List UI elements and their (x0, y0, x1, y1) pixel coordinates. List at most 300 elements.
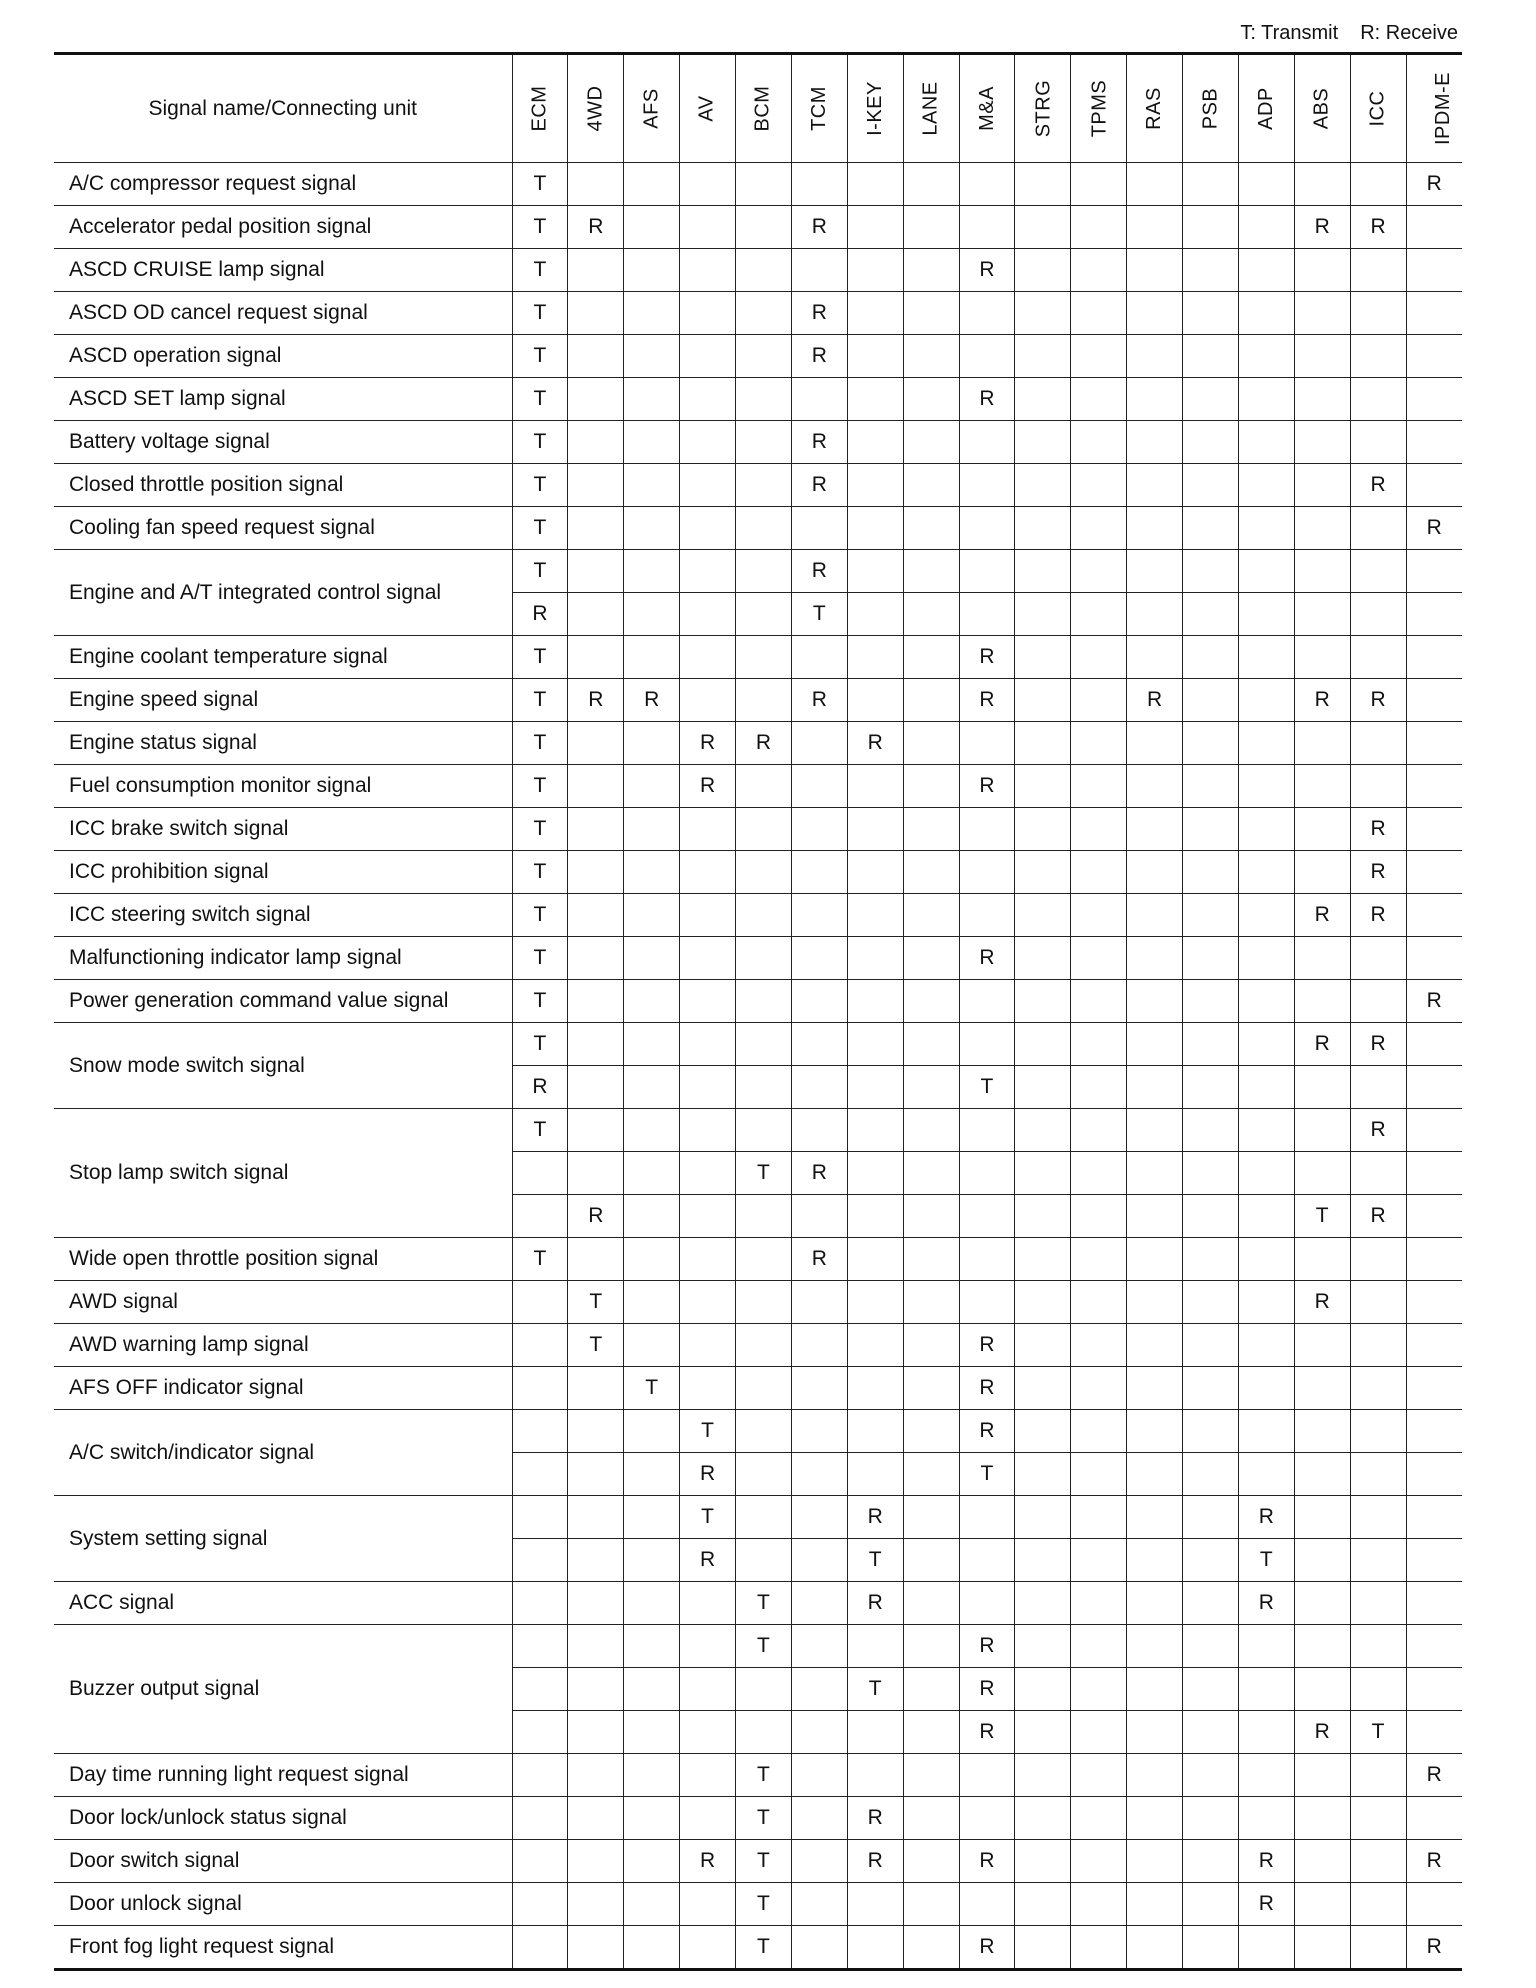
cell-ikey: R (847, 1797, 903, 1840)
cell-ras (1127, 1238, 1183, 1281)
cell-av (680, 937, 736, 980)
cell-ras (1127, 378, 1183, 421)
cell-bcm (736, 1109, 792, 1152)
cell-adp (1238, 1625, 1294, 1668)
cell-psb (1183, 1066, 1239, 1109)
cell-adp (1238, 163, 1294, 206)
cell-abs (1294, 1539, 1350, 1582)
cell-adp (1238, 421, 1294, 464)
cell-4wd (568, 421, 624, 464)
cell-afs (624, 550, 680, 593)
cell-tpms (1071, 1797, 1127, 1840)
cell-abs (1294, 550, 1350, 593)
cell-av (680, 1281, 736, 1324)
cell-ikey: R (847, 1496, 903, 1539)
cell-tcm (791, 808, 847, 851)
cell-afs (624, 421, 680, 464)
cell-tpms (1071, 1926, 1127, 1970)
cell-afs (624, 1066, 680, 1109)
cell-ma (959, 894, 1015, 937)
cell-ecm (512, 1582, 568, 1625)
cell-icc: R (1350, 206, 1406, 249)
cell-ma (959, 206, 1015, 249)
cell-av: T (680, 1410, 736, 1453)
cell-4wd (568, 550, 624, 593)
cell-tcm (791, 1195, 847, 1238)
cell-av (680, 1367, 736, 1410)
cell-icc (1350, 335, 1406, 378)
cell-tcm (791, 249, 847, 292)
cell-lane (903, 765, 959, 808)
cell-ikey (847, 1754, 903, 1797)
header-signal-name: Signal name/Connecting unit (54, 54, 512, 163)
cell-ipdme (1406, 636, 1462, 679)
cell-ecm: T (512, 722, 568, 765)
cell-bcm (736, 1238, 792, 1281)
cell-tpms (1071, 1668, 1127, 1711)
cell-lane (903, 1410, 959, 1453)
cell-ecm: T (512, 1023, 568, 1066)
cell-psb (1183, 1754, 1239, 1797)
cell-ipdme (1406, 1496, 1462, 1539)
cell-4wd (568, 1410, 624, 1453)
cell-tcm: R (791, 335, 847, 378)
cell-av (680, 1109, 736, 1152)
cell-strg (1015, 1453, 1071, 1496)
signal-name: AWD signal (54, 1281, 512, 1324)
cell-av (680, 1797, 736, 1840)
cell-tpms (1071, 636, 1127, 679)
unit-header-afs: AFS (624, 54, 680, 163)
cell-strg (1015, 894, 1071, 937)
cell-tpms (1071, 1539, 1127, 1582)
cell-ras (1127, 206, 1183, 249)
cell-icc (1350, 163, 1406, 206)
cell-ma (959, 507, 1015, 550)
cell-adp: R (1238, 1496, 1294, 1539)
cell-ma (959, 421, 1015, 464)
cell-icc: R (1350, 894, 1406, 937)
cell-psb (1183, 550, 1239, 593)
cell-tcm: R (791, 1238, 847, 1281)
cell-bcm (736, 1195, 792, 1238)
cell-ma (959, 851, 1015, 894)
cell-bcm (736, 464, 792, 507)
cell-av (680, 507, 736, 550)
cell-ras (1127, 808, 1183, 851)
cell-tpms (1071, 464, 1127, 507)
cell-av (680, 593, 736, 636)
cell-ipdme (1406, 1195, 1462, 1238)
table-row (54, 1238, 1462, 1281)
cell-abs (1294, 1367, 1350, 1410)
cell-bcm (736, 636, 792, 679)
cell-bcm (736, 808, 792, 851)
cell-ras (1127, 894, 1183, 937)
cell-lane (903, 1453, 959, 1496)
cell-tpms (1071, 292, 1127, 335)
cell-adp (1238, 636, 1294, 679)
cell-ipdme (1406, 1883, 1462, 1926)
table-row (54, 765, 1462, 808)
cell-psb (1183, 206, 1239, 249)
cell-icc (1350, 1324, 1406, 1367)
signal-name: A/C compressor request signal (54, 163, 512, 206)
cell-bcm: T (736, 1152, 792, 1195)
cell-av (680, 378, 736, 421)
cell-tpms (1071, 1496, 1127, 1539)
cell-bcm (736, 937, 792, 980)
signal-name: Cooling fan speed request signal (54, 507, 512, 550)
cell-ecm: T (512, 808, 568, 851)
cell-strg (1015, 378, 1071, 421)
table-row (54, 1410, 1462, 1453)
cell-icc (1350, 1496, 1406, 1539)
cell-psb (1183, 1152, 1239, 1195)
cell-abs (1294, 1883, 1350, 1926)
cell-psb (1183, 808, 1239, 851)
cell-ecm (512, 1281, 568, 1324)
cell-av (680, 636, 736, 679)
cell-abs (1294, 1066, 1350, 1109)
cell-tcm (791, 1625, 847, 1668)
cell-psb (1183, 1023, 1239, 1066)
cell-tpms (1071, 808, 1127, 851)
cell-4wd: T (568, 1324, 624, 1367)
cell-ma (959, 1754, 1015, 1797)
cell-tcm (791, 1066, 847, 1109)
cell-abs (1294, 1324, 1350, 1367)
cell-ikey (847, 464, 903, 507)
cell-ras (1127, 1367, 1183, 1410)
cell-tcm (791, 1797, 847, 1840)
cell-adp (1238, 1195, 1294, 1238)
cell-lane (903, 1152, 959, 1195)
cell-4wd (568, 1582, 624, 1625)
cell-adp (1238, 722, 1294, 765)
cell-afs (624, 1109, 680, 1152)
cell-tcm (791, 722, 847, 765)
signal-name: A/C switch/indicator signal (54, 1410, 512, 1496)
cell-afs (624, 1195, 680, 1238)
cell-4wd (568, 636, 624, 679)
table-row (54, 937, 1462, 980)
cell-icc (1350, 1539, 1406, 1582)
cell-ipdme: R (1406, 507, 1462, 550)
cell-tpms (1071, 1883, 1127, 1926)
cell-strg (1015, 765, 1071, 808)
cell-strg (1015, 206, 1071, 249)
cell-psb (1183, 1195, 1239, 1238)
cell-abs (1294, 937, 1350, 980)
cell-icc (1350, 507, 1406, 550)
cell-bcm (736, 1496, 792, 1539)
cell-ipdme (1406, 1367, 1462, 1410)
cell-lane (903, 1840, 959, 1883)
legend (1240, 22, 1458, 45)
cell-4wd (568, 593, 624, 636)
cell-psb (1183, 292, 1239, 335)
cell-tpms (1071, 421, 1127, 464)
cell-lane (903, 1668, 959, 1711)
cell-ikey (847, 1066, 903, 1109)
cell-adp (1238, 206, 1294, 249)
cell-afs (624, 378, 680, 421)
cell-strg (1015, 1195, 1071, 1238)
cell-ikey (847, 507, 903, 550)
cell-afs (624, 722, 680, 765)
cell-abs (1294, 378, 1350, 421)
cell-ikey: T (847, 1539, 903, 1582)
cell-ras (1127, 636, 1183, 679)
cell-abs: R (1294, 679, 1350, 722)
cell-strg (1015, 1711, 1071, 1754)
cell-ipdme (1406, 1625, 1462, 1668)
cell-tcm (791, 1582, 847, 1625)
signal-name: Stop lamp switch signal (54, 1109, 512, 1238)
cell-ipdme (1406, 1281, 1462, 1324)
cell-4wd (568, 1367, 624, 1410)
cell-bcm (736, 507, 792, 550)
cell-bcm (736, 593, 792, 636)
cell-av (680, 894, 736, 937)
cell-lane (903, 1797, 959, 1840)
cell-lane (903, 937, 959, 980)
cell-strg (1015, 1883, 1071, 1926)
cell-tpms (1071, 1195, 1127, 1238)
cell-4wd (568, 851, 624, 894)
cell-bcm: T (736, 1625, 792, 1668)
cell-tpms (1071, 937, 1127, 980)
signal-name: ACC signal (54, 1582, 512, 1625)
table-row (54, 980, 1462, 1023)
cell-abs (1294, 722, 1350, 765)
cell-ikey (847, 550, 903, 593)
cell-ipdme (1406, 464, 1462, 507)
cell-av: R (680, 765, 736, 808)
cell-psb (1183, 1324, 1239, 1367)
cell-av (680, 1625, 736, 1668)
cell-afs (624, 1625, 680, 1668)
cell-tcm (791, 378, 847, 421)
cell-ma (959, 1582, 1015, 1625)
cell-ma: R (959, 1324, 1015, 1367)
cell-afs (624, 1496, 680, 1539)
cell-adp (1238, 1797, 1294, 1840)
cell-ikey (847, 851, 903, 894)
cell-ras (1127, 1711, 1183, 1754)
cell-adp (1238, 1410, 1294, 1453)
cell-lane (903, 808, 959, 851)
cell-4wd: R (568, 1195, 624, 1238)
cell-psb (1183, 1281, 1239, 1324)
cell-psb (1183, 464, 1239, 507)
cell-ras (1127, 851, 1183, 894)
cell-ma (959, 335, 1015, 378)
cell-icc (1350, 636, 1406, 679)
signal-name: Battery voltage signal (54, 421, 512, 464)
cell-ma: R (959, 1840, 1015, 1883)
table-row (54, 1109, 1462, 1152)
cell-lane (903, 335, 959, 378)
signal-name: ASCD OD cancel request signal (54, 292, 512, 335)
cell-ma: R (959, 1410, 1015, 1453)
cell-strg (1015, 593, 1071, 636)
cell-icc: R (1350, 1023, 1406, 1066)
cell-psb (1183, 1840, 1239, 1883)
cell-lane (903, 1582, 959, 1625)
cell-abs (1294, 1109, 1350, 1152)
cell-4wd (568, 765, 624, 808)
cell-ras (1127, 593, 1183, 636)
cell-strg (1015, 335, 1071, 378)
cell-ipdme: R (1406, 980, 1462, 1023)
cell-bcm (736, 1066, 792, 1109)
cell-tcm (791, 980, 847, 1023)
cell-icc (1350, 550, 1406, 593)
cell-ecm: T (512, 851, 568, 894)
cell-tcm: R (791, 1152, 847, 1195)
signal-name: Malfunctioning indicator lamp signal (54, 937, 512, 980)
cell-bcm (736, 1668, 792, 1711)
cell-psb (1183, 1625, 1239, 1668)
cell-tpms (1071, 1711, 1127, 1754)
cell-tcm: R (791, 550, 847, 593)
cell-ipdme (1406, 1410, 1462, 1453)
cell-bcm: T (736, 1840, 792, 1883)
cell-abs (1294, 1410, 1350, 1453)
cell-ecm (512, 1496, 568, 1539)
cell-ma (959, 1023, 1015, 1066)
cell-ecm: T (512, 679, 568, 722)
cell-afs (624, 808, 680, 851)
cell-strg (1015, 808, 1071, 851)
cell-strg (1015, 679, 1071, 722)
cell-abs (1294, 249, 1350, 292)
cell-adp: R (1238, 1582, 1294, 1625)
cell-ipdme (1406, 335, 1462, 378)
cell-4wd (568, 249, 624, 292)
cell-ipdme (1406, 937, 1462, 980)
cell-ipdme (1406, 378, 1462, 421)
cell-ipdme (1406, 550, 1462, 593)
cell-adp (1238, 1711, 1294, 1754)
cell-ras (1127, 1281, 1183, 1324)
cell-strg (1015, 1023, 1071, 1066)
table-row (54, 808, 1462, 851)
cell-ecm (512, 1754, 568, 1797)
unit-header-strg: STRG (1015, 54, 1071, 163)
cell-bcm (736, 894, 792, 937)
cell-av (680, 1926, 736, 1970)
cell-tcm: R (791, 292, 847, 335)
cell-bcm (736, 249, 792, 292)
cell-psb (1183, 1367, 1239, 1410)
cell-tcm (791, 765, 847, 808)
cell-ipdme (1406, 593, 1462, 636)
cell-bcm (736, 1023, 792, 1066)
cell-bcm (736, 292, 792, 335)
table-row (54, 1754, 1462, 1797)
cell-4wd (568, 378, 624, 421)
cell-icc: R (1350, 1109, 1406, 1152)
cell-strg (1015, 1668, 1071, 1711)
signal-name: Snow mode switch signal (54, 1023, 512, 1109)
signal-name: Wide open throttle position signal (54, 1238, 512, 1281)
cell-ma: R (959, 679, 1015, 722)
cell-lane (903, 378, 959, 421)
cell-bcm (736, 1453, 792, 1496)
cell-adp (1238, 765, 1294, 808)
cell-tpms (1071, 1453, 1127, 1496)
cell-ecm (512, 1840, 568, 1883)
table-row (54, 163, 1462, 206)
cell-tpms (1071, 1324, 1127, 1367)
cell-ma (959, 464, 1015, 507)
cell-ras (1127, 163, 1183, 206)
cell-strg (1015, 1625, 1071, 1668)
cell-lane (903, 636, 959, 679)
cell-ikey: T (847, 1668, 903, 1711)
cell-ma (959, 163, 1015, 206)
table-row (54, 1324, 1462, 1367)
cell-ikey (847, 1367, 903, 1410)
cell-icc (1350, 249, 1406, 292)
cell-adp (1238, 1023, 1294, 1066)
cell-afs (624, 1281, 680, 1324)
cell-tcm (791, 1496, 847, 1539)
signal-name: Door unlock signal (54, 1883, 512, 1926)
cell-adp (1238, 679, 1294, 722)
cell-ecm (512, 1797, 568, 1840)
cell-abs: R (1294, 1281, 1350, 1324)
cell-ma (959, 980, 1015, 1023)
cell-ras (1127, 1797, 1183, 1840)
cell-ipdme (1406, 1453, 1462, 1496)
cell-tpms (1071, 894, 1127, 937)
cell-lane (903, 679, 959, 722)
cell-tpms (1071, 550, 1127, 593)
cell-4wd: T (568, 1281, 624, 1324)
cell-adp (1238, 249, 1294, 292)
cell-adp (1238, 1367, 1294, 1410)
cell-ipdme (1406, 894, 1462, 937)
cell-av (680, 206, 736, 249)
cell-adp (1238, 1453, 1294, 1496)
cell-ikey (847, 1883, 903, 1926)
cell-tpms (1071, 679, 1127, 722)
cell-ma: R (959, 1711, 1015, 1754)
cell-afs (624, 1453, 680, 1496)
cell-lane (903, 163, 959, 206)
cell-adp: R (1238, 1883, 1294, 1926)
cell-ecm (512, 1883, 568, 1926)
cell-lane (903, 1754, 959, 1797)
cell-ipdme: R (1406, 1754, 1462, 1797)
cell-ma (959, 722, 1015, 765)
cell-4wd (568, 335, 624, 378)
cell-tpms (1071, 851, 1127, 894)
cell-ikey (847, 1109, 903, 1152)
cell-icc (1350, 1582, 1406, 1625)
cell-afs (624, 464, 680, 507)
cell-ikey (847, 1324, 903, 1367)
cell-ma (959, 1539, 1015, 1582)
cell-icc (1350, 1926, 1406, 1970)
cell-lane (903, 1926, 959, 1970)
cell-adp (1238, 1152, 1294, 1195)
table-row (54, 1797, 1462, 1840)
